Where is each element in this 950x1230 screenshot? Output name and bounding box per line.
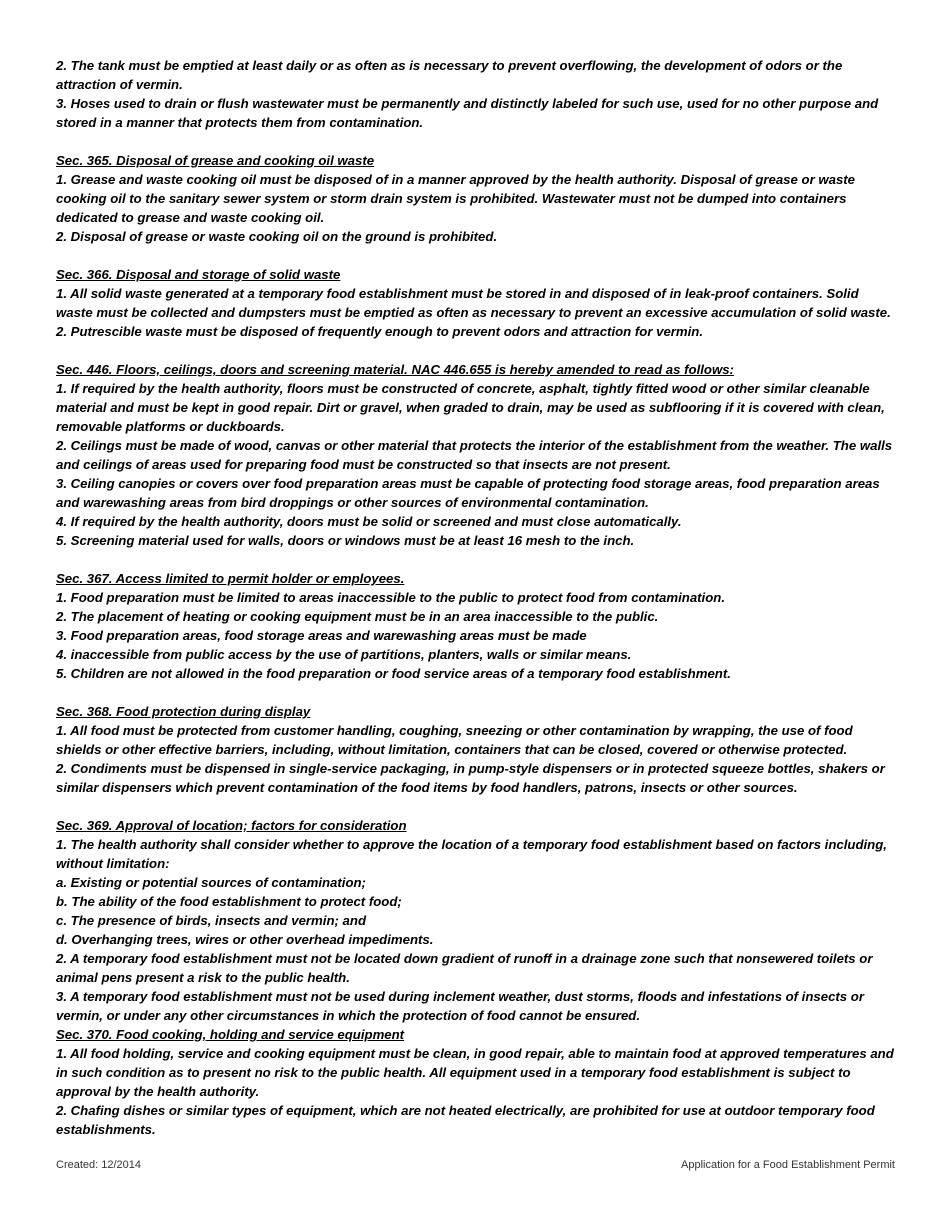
section-heading: Sec. 368. Food protection during display (56, 704, 311, 719)
section-367 (56, 569, 896, 683)
paragraph: 3. A temporary food establishment must not be used during inclement weather, dust storms, floods and infestations of insects or vermin, or under any other circumstances in which the protection of food cannot be ensured. (56, 989, 864, 1023)
section-heading: Sec. 446. Floors, ceilings, doors and screening material. NAC 446.655 is hereby amended to read as follows: (56, 362, 734, 377)
paragraph: 2. Disposal of grease or waste cooking oil on the ground is prohibited. (56, 229, 498, 244)
section-heading: Sec. 367. Access limited to permit holder or employees. (56, 571, 405, 586)
section-heading: Sec. 369. Approval of location; factors for consideration (56, 818, 407, 833)
intro-block (56, 56, 896, 132)
spacer (56, 683, 896, 702)
document-body (56, 56, 896, 1139)
list-item: a. Existing or potential sources of contamination; (56, 875, 366, 890)
section-370 (56, 1025, 896, 1139)
section-heading: Sec. 365. Disposal of grease and cooking oil waste (56, 153, 375, 168)
section-heading: Sec. 370. Food cooking, holding and service equipment (56, 1027, 405, 1042)
paragraph: 1. If required by the health authority, floors must be constructed of concrete, asphalt, tightly fitted wood or other similar cleanable material and must be kept in good repair. Dirt or gravel, when graded to drain, may be used as subflooring if it is covered with clean, removable platforms or duckboards. (56, 381, 885, 434)
spacer (56, 246, 896, 265)
paragraph: 2. Chafing dishes or similar types of equipment, which are not heated electrically, are prohibited for use at outdoor temporary food establishments. (56, 1103, 875, 1137)
spacer (56, 550, 896, 569)
section-365 (56, 151, 896, 246)
section-heading: Sec. 366. Disposal and storage of solid waste (56, 267, 341, 282)
paragraph: 2. The placement of heating or cooking equipment must be in an area inaccessible to the public. (56, 609, 659, 624)
paragraph: 2. Ceilings must be made of wood, canvas or other material that protects the interior of the establishment from the weather. The walls and ceilings of areas used for preparing food must be constructed so that insects are not present. (56, 438, 893, 472)
document-title: Application for a Food Establishment Permit (681, 1159, 895, 1171)
paragraph: 1. Food preparation must be limited to areas inaccessible to the public to protect food from contamination. (56, 590, 725, 605)
created-date: Created: 12/2014 (56, 1159, 142, 1171)
paragraph: 2. The tank must be emptied at least daily or as often as is necessary to prevent overflowing, the development of odors or the attraction of vermin. (56, 58, 843, 92)
list-item: d. Overhanging trees, wires or other overhead impediments. (56, 932, 434, 947)
paragraph: 1. The health authority shall consider whether to approve the location of a temporary food establishment based on factors including, without limitation: (56, 837, 887, 871)
paragraph: 3. Ceiling canopies or covers over food preparation areas must be capable of protecting food storage areas, food preparation areas and warewashing areas from bird droppings or other sources of environmental contamination. (56, 476, 880, 510)
paragraph: 3. Hoses used to drain or flush wastewater must be permanently and distinctly labeled for such use, used for no other purpose and stored in a manner that protects them from contamination. (56, 96, 879, 130)
paragraph: 1. All food must be protected from customer handling, coughing, sneezing or other contamination by wrapping, the use of food shields or other effective barriers, including, without limitation, containers that can be closed, covered or otherwise protected. (56, 723, 853, 757)
paragraph: 4. inaccessible from public access by the use of partitions, planters, walls or similar means. (56, 647, 632, 662)
paragraph: 3. Food preparation areas, food storage areas and warewashing areas must be made (56, 628, 587, 643)
list-item: c. The presence of birds, insects and vermin; and (56, 913, 366, 928)
paragraph: 1. All solid waste generated at a temporary food establishment must be stored in and disposed of in leak-proof containers. Solid waste must be collected and dumpsters must be emptied as often as necessary to prevent an excessive accumulation of solid waste. (56, 286, 891, 320)
paragraph: 1. All food holding, service and cooking equipment must be clean, in good repair, able to maintain food at approved temperatures and in such condition as to present no risk to the public health. All equipment used in a temporary food establishment is subject to approval by the health authority. (56, 1046, 894, 1099)
paragraph: 2. Putrescible waste must be disposed of frequently enough to prevent odors and attraction for vermin. (56, 324, 704, 339)
paragraph: 2. Condiments must be dispensed in single-service packaging, in pump-style dispensers or in protected squeeze bottles, shakers or similar dispensers which prevent contamination of the food items by food handlers, patrons, insects or other sources. (56, 761, 885, 795)
section-366 (56, 265, 896, 341)
spacer (56, 341, 896, 360)
paragraph: 4. If required by the health authority, doors must be solid or screened and must close automatically. (56, 514, 682, 529)
paragraph: 2. A temporary food establishment must not be located down gradient of runoff in a drainage zone such that nonsewered toilets or animal pens present a risk to the public health. (56, 951, 873, 985)
section-446 (56, 360, 896, 550)
section-369 (56, 816, 896, 1025)
paragraph: 5. Screening material used for walls, doors or windows must be at least 16 mesh to the inch. (56, 533, 635, 548)
spacer (56, 797, 896, 816)
paragraph: 1. Grease and waste cooking oil must be disposed of in a manner approved by the health authority. Disposal of grease or waste cooking oil to the sanitary sewer system or storm drain system is prohibited. Wastewater must not be dumped into containers dedicated to grease and waste cooking oil. (56, 172, 856, 225)
spacer (56, 132, 896, 151)
section-368 (56, 702, 896, 797)
paragraph: 5. Children are not allowed in the food preparation or food service areas of a temporary food establishment. (56, 666, 731, 681)
list-item: b. The ability of the food establishment to protect food; (56, 894, 402, 909)
